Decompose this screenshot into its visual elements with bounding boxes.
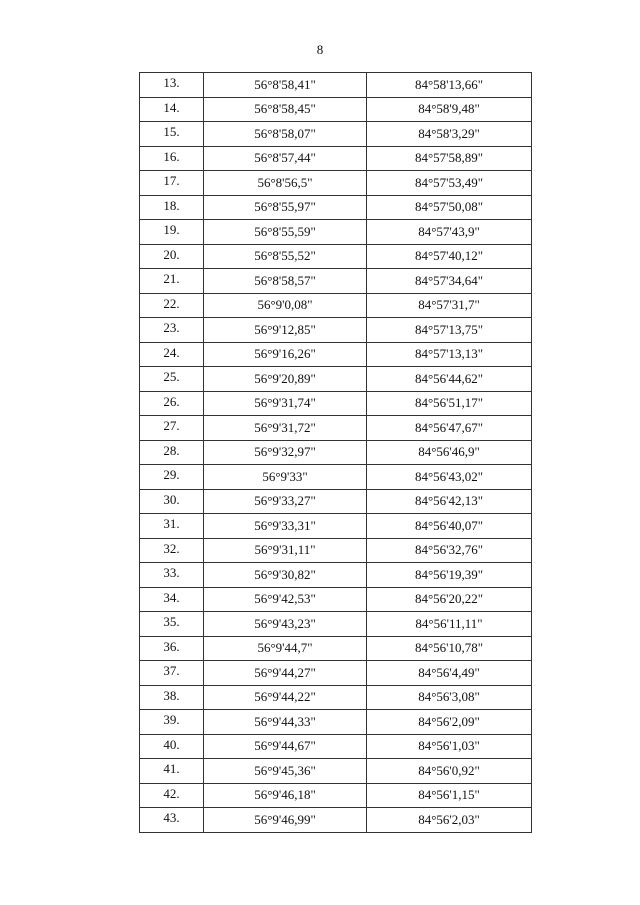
latitude-cell: 56°9'33,31": [204, 514, 367, 539]
latitude-cell: 56°9'46,18": [204, 783, 367, 808]
point-number-cell: 17.: [140, 171, 204, 196]
latitude-cell: 56°8'57,44": [204, 146, 367, 171]
longitude-cell: 84°56'3,08": [367, 685, 532, 710]
table-row: [140, 636, 532, 661]
point-number-cell: 42.: [140, 783, 204, 808]
table-row: [140, 661, 532, 686]
table-row: [140, 195, 532, 220]
longitude-cell: 84°57'53,49": [367, 171, 532, 196]
point-number-cell: 33.: [140, 563, 204, 588]
point-number-cell: 21.: [140, 269, 204, 294]
longitude-cell: 84°56'46,9": [367, 440, 532, 465]
longitude-cell: 84°56'2,09": [367, 710, 532, 735]
table-row: [140, 244, 532, 269]
point-number-cell: 18.: [140, 195, 204, 220]
point-number-cell: 28.: [140, 440, 204, 465]
table-row: [140, 293, 532, 318]
latitude-cell: 56°9'43,23": [204, 612, 367, 637]
table-row: [140, 73, 532, 98]
point-number-cell: 36.: [140, 636, 204, 661]
latitude-cell: 56°9'44,7": [204, 636, 367, 661]
latitude-cell: 56°9'16,26": [204, 342, 367, 367]
point-number-cell: 14.: [140, 97, 204, 122]
point-number-cell: 13.: [140, 73, 204, 98]
longitude-cell: 84°56'43,02": [367, 465, 532, 490]
point-number-cell: 24.: [140, 342, 204, 367]
table-row: [140, 97, 532, 122]
point-number-cell: 16.: [140, 146, 204, 171]
latitude-cell: 56°9'0,08": [204, 293, 367, 318]
longitude-cell: 84°56'20,22": [367, 587, 532, 612]
point-number-cell: 38.: [140, 685, 204, 710]
table-row: [140, 759, 532, 784]
latitude-cell: 56°9'30,82": [204, 563, 367, 588]
longitude-cell: 84°57'34,64": [367, 269, 532, 294]
longitude-cell: 84°57'40,12": [367, 244, 532, 269]
longitude-cell: 84°58'13,66": [367, 73, 532, 98]
latitude-cell: 56°9'44,27": [204, 661, 367, 686]
latitude-cell: 56°9'33,27": [204, 489, 367, 514]
latitude-cell: 56°9'32,97": [204, 440, 367, 465]
longitude-cell: 84°57'13,75": [367, 318, 532, 343]
latitude-cell: 56°9'31,74": [204, 391, 367, 416]
longitude-cell: 84°57'58,89": [367, 146, 532, 171]
longitude-cell: 84°56'19,39": [367, 563, 532, 588]
table-row: [140, 710, 532, 735]
latitude-cell: 56°9'12,85": [204, 318, 367, 343]
table-row: [140, 489, 532, 514]
table-row: [140, 563, 532, 588]
longitude-cell: 84°58'9,48": [367, 97, 532, 122]
table-row: [140, 808, 532, 833]
latitude-cell: 56°9'33": [204, 465, 367, 490]
longitude-cell: 84°58'3,29": [367, 122, 532, 147]
point-number-cell: 40.: [140, 734, 204, 759]
table-row: [140, 342, 532, 367]
latitude-cell: 56°9'44,33": [204, 710, 367, 735]
table-row: [140, 734, 532, 759]
latitude-cell: 56°9'45,36": [204, 759, 367, 784]
latitude-cell: 56°8'55,59": [204, 220, 367, 245]
longitude-cell: 84°56'40,07": [367, 514, 532, 539]
point-number-cell: 27.: [140, 416, 204, 441]
point-number-cell: 39.: [140, 710, 204, 735]
latitude-cell: 56°8'58,41": [204, 73, 367, 98]
latitude-cell: 56°8'58,07": [204, 122, 367, 147]
point-number-cell: 43.: [140, 808, 204, 833]
point-number-cell: 41.: [140, 759, 204, 784]
longitude-cell: 84°56'44,62": [367, 367, 532, 392]
latitude-cell: 56°9'44,67": [204, 734, 367, 759]
table-row: [140, 685, 532, 710]
longitude-cell: 84°56'0,92": [367, 759, 532, 784]
point-number-cell: 23.: [140, 318, 204, 343]
point-number-cell: 34.: [140, 587, 204, 612]
latitude-cell: 56°9'20,89": [204, 367, 367, 392]
table-row: [140, 783, 532, 808]
table-row: [140, 587, 532, 612]
table-row: [140, 440, 532, 465]
coordinates-table-body: [140, 73, 532, 833]
point-number-cell: 15.: [140, 122, 204, 147]
longitude-cell: 84°56'2,03": [367, 808, 532, 833]
table-row: [140, 391, 532, 416]
longitude-cell: 84°56'42,13": [367, 489, 532, 514]
table-row: [140, 122, 532, 147]
point-number-cell: 31.: [140, 514, 204, 539]
longitude-cell: 84°56'10,78": [367, 636, 532, 661]
longitude-cell: 84°56'1,15": [367, 783, 532, 808]
point-number-cell: 26.: [140, 391, 204, 416]
coordinates-table: [139, 72, 532, 833]
latitude-cell: 56°8'55,52": [204, 244, 367, 269]
page-number: 8: [316, 42, 324, 57]
longitude-cell: 84°56'1,03": [367, 734, 532, 759]
latitude-cell: 56°8'55,97": [204, 195, 367, 220]
point-number-cell: 32.: [140, 538, 204, 563]
latitude-cell: 56°9'42,53": [204, 587, 367, 612]
longitude-cell: 84°56'32,76": [367, 538, 532, 563]
table-row: [140, 367, 532, 392]
longitude-cell: 84°56'4,49": [367, 661, 532, 686]
longitude-cell: 84°57'13,13": [367, 342, 532, 367]
table-row: [140, 269, 532, 294]
point-number-cell: 30.: [140, 489, 204, 514]
point-number-cell: 29.: [140, 465, 204, 490]
latitude-cell: 56°9'46,99": [204, 808, 367, 833]
latitude-cell: 56°9'31,72": [204, 416, 367, 441]
point-number-cell: 37.: [140, 661, 204, 686]
point-number-cell: 35.: [140, 612, 204, 637]
longitude-cell: 84°57'31,7": [367, 293, 532, 318]
table-row: [140, 171, 532, 196]
table-row: [140, 416, 532, 441]
latitude-cell: 56°8'58,45": [204, 97, 367, 122]
point-number-cell: 22.: [140, 293, 204, 318]
longitude-cell: 84°56'47,67": [367, 416, 532, 441]
table-row: [140, 612, 532, 637]
latitude-cell: 56°9'31,11": [204, 538, 367, 563]
table-row: [140, 318, 532, 343]
point-number-cell: 20.: [140, 244, 204, 269]
longitude-cell: 84°56'51,17": [367, 391, 532, 416]
longitude-cell: 84°57'43,9": [367, 220, 532, 245]
table-row: [140, 465, 532, 490]
table-row: [140, 514, 532, 539]
point-number-cell: 25.: [140, 367, 204, 392]
latitude-cell: 56°9'44,22": [204, 685, 367, 710]
longitude-cell: 84°56'11,11": [367, 612, 532, 637]
longitude-cell: 84°57'50,08": [367, 195, 532, 220]
table-row: [140, 146, 532, 171]
table-row: [140, 538, 532, 563]
table-row: [140, 220, 532, 245]
latitude-cell: 56°8'56,5": [204, 171, 367, 196]
point-number-cell: 19.: [140, 220, 204, 245]
latitude-cell: 56°8'58,57": [204, 269, 367, 294]
